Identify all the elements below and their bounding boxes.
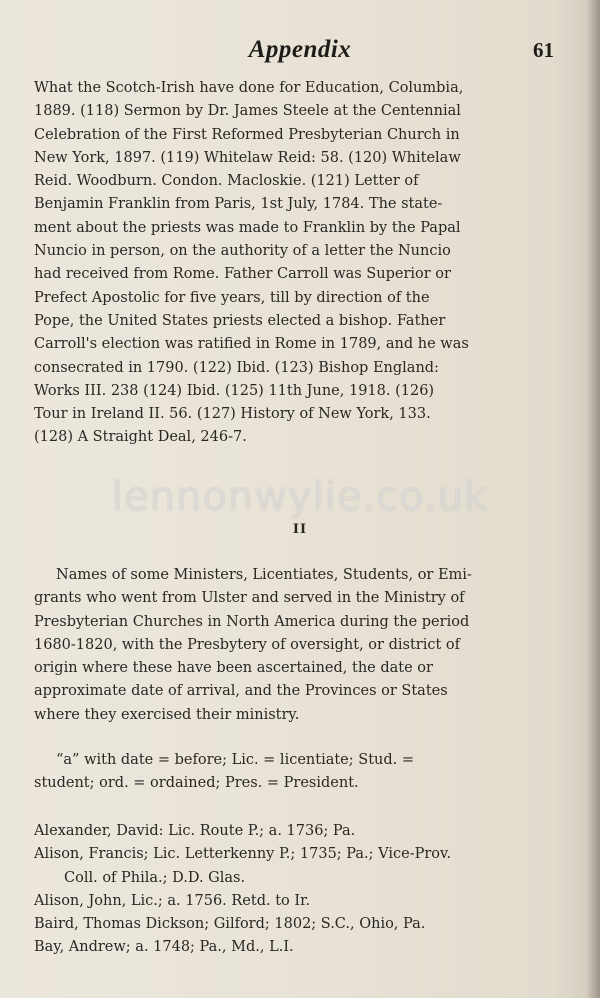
notes-line: Tour in Ireland II. 56. (127) History of New York, 133. <box>34 406 431 423</box>
intro-line: where they exercised their ministry. <box>34 706 300 723</box>
notes-paragraph <box>34 77 556 450</box>
notes-line: Nuncio in person, on the authority of a letter the Nuncio <box>34 243 451 260</box>
notes-line: consecrated in 1790. (122) Ibid. (123) Bishop England: <box>34 359 439 376</box>
notes-line: Prefect Apostolic for five years, till by direction of the <box>34 289 430 306</box>
list-item: Baird, Thomas Dickson; Gilford; 1802; S.C., Ohio, Pa. <box>34 916 426 933</box>
page-header <box>0 36 600 72</box>
intro-line: 1680-1820, with the Presbytery of oversight, or district of <box>34 636 460 653</box>
key-line: “a” with date = before; Lic. = licentiate; Stud. = <box>56 752 415 768</box>
notes-line: Celebration of the First Reformed Presbyterian Church in <box>34 126 460 143</box>
notes-line: What the Scotch-Irish have done for Education, Columbia, <box>34 80 464 96</box>
minister-list <box>34 820 556 960</box>
notes-line: Carroll's election was ratified in Rome in 1789, and he was <box>34 336 469 353</box>
notes-line: Works III. 238 (124) Ibid. (125) 11th June, 1918. (126) <box>34 382 435 399</box>
key-line: student; ord. = ordained; Pres. = President. <box>34 775 359 792</box>
notes-line: ment about the priests was made to Franklin by the Papal <box>34 219 461 236</box>
notes-line: had received from Rome. Father Carroll was Superior or <box>34 266 451 283</box>
notes-line: Reid. Woodburn. Condon. Macloskie. (121) Letter of <box>34 173 419 190</box>
page-number: 61 <box>533 38 554 62</box>
list-item-continuation: Coll. of Phila.; D.D. Glas. <box>64 869 246 886</box>
intro-line: Names of some Ministers, Licentiates, Students, or Emi- <box>56 567 472 583</box>
intro-line: Presbyterian Churches in North America during the period <box>34 613 470 630</box>
intro-paragraph <box>34 564 556 727</box>
watermark: lennonwylie.co.uk <box>111 474 489 520</box>
running-head: Appendix <box>248 36 352 63</box>
list-item: Alison, Francis; Lic. Letterkenny P.; 1735; Pa.; Vice-Prov. <box>34 846 452 863</box>
notes-line: New York, 1897. (119) Whitelaw Reid: 58. (120) Whitelaw <box>34 149 461 166</box>
notes-line: 1889. (118) Sermon by Dr. James Steele at the Centennial <box>34 103 461 120</box>
list-item: Alexander, David: Lic. Route P.; a. 1736; Pa. <box>34 823 356 839</box>
abbreviation-key <box>34 749 556 796</box>
intro-line: grants who went from Ulster and served in the Ministry of <box>34 590 465 607</box>
intro-line: origin where these have been ascertained, the date or <box>34 660 433 677</box>
section-number: II <box>292 522 308 537</box>
intro-line: approximate date of arrival, and the Provinces or States <box>34 683 448 700</box>
notes-line: Benjamin Franklin from Paris, 1st July, 1784. The state- <box>34 196 443 213</box>
notes-line: Pope, the United States priests elected a bishop. Father <box>34 312 446 329</box>
notes-line: (128) A Straight Deal, 246-7. <box>34 429 247 446</box>
list-item: Alison, John, Lic.; a. 1756. Retd. to Ir. <box>34 892 311 909</box>
list-item: Bay, Andrew; a. 1748; Pa., Md., L.I. <box>34 939 294 956</box>
